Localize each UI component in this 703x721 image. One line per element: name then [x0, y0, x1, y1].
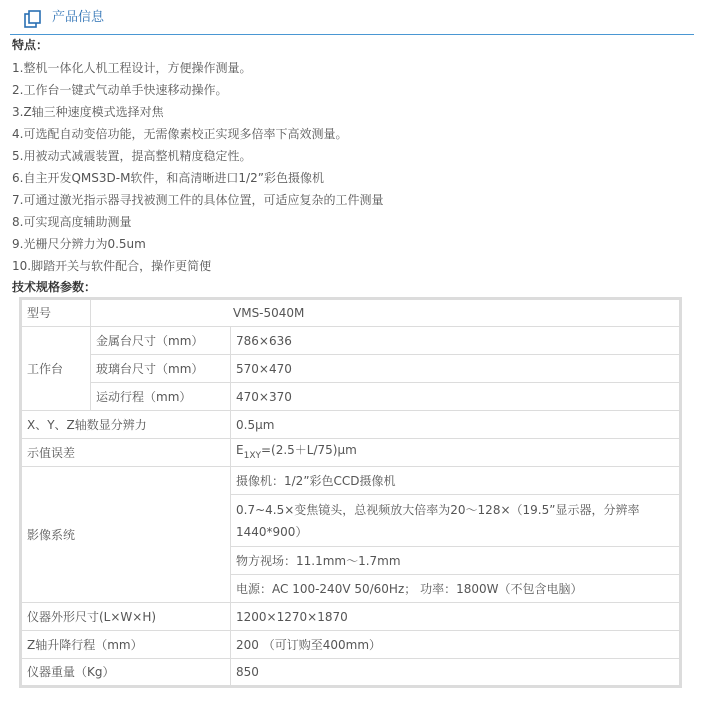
- table-row: [21, 327, 681, 355]
- spec-label: 工作台: [21, 327, 91, 411]
- feature-item: 8.可实现高度辅助测量: [12, 215, 132, 229]
- spec-value: VMS-5040M: [91, 299, 681, 327]
- section-header: [10, 4, 694, 35]
- feature-item: 4.可选配自动变倍功能，无需像素校正实现多倍率下高效测量。: [12, 127, 348, 141]
- spec-sublabel: 玻璃台尺寸（mm）: [91, 355, 231, 383]
- spec-table: [19, 297, 682, 688]
- table-row: [21, 631, 681, 659]
- feature-item: 1.整机一体化人机工程设计，方便操作测量。: [12, 61, 252, 75]
- spec-label: 影像系统: [21, 467, 231, 603]
- table-row: [21, 299, 681, 327]
- specs-label: 技术规格参数：: [12, 280, 97, 294]
- feature-item: 3.Z轴三种速度模式选择对焦: [12, 105, 164, 119]
- spec-value: 570×470: [231, 355, 681, 383]
- spec-value: 850: [231, 659, 681, 687]
- table-row: [21, 383, 681, 411]
- feature-item: 10.脚踏开关与软件配合，操作更简便: [12, 259, 212, 273]
- spec-label: 仪器重量（Kg）: [21, 659, 231, 687]
- spec-value: 786×636: [231, 327, 681, 355]
- table-row: [21, 603, 681, 631]
- feature-item: 9.光栅尺分辨力为0.5um: [12, 237, 146, 251]
- spec-label: Z轴升降行程（mm）: [21, 631, 231, 659]
- features-list: [12, 57, 383, 277]
- features-label: 特点：: [12, 38, 49, 52]
- error-formula: =(2.5＋L/75)μm: [260, 442, 357, 457]
- error-subscript: 1XY: [243, 450, 261, 461]
- product-info-icon: [24, 10, 42, 28]
- error-symbol: E: [236, 442, 244, 457]
- table-row: [21, 439, 681, 467]
- table-row: [21, 411, 681, 439]
- spec-value: 1200×1270×1870: [231, 603, 681, 631]
- spec-value: 物方视场：11.1mm～1.7mm: [231, 547, 681, 575]
- spec-label: X、Y、Z轴数显分辨力: [21, 411, 231, 439]
- spec-label: 仪器外形尺寸(L×W×H): [21, 603, 231, 631]
- feature-item: 6.自主开发QMS3D-M软件，和高清晰进口1/2”彩色摄像机: [12, 171, 324, 185]
- feature-item: 2.工作台一键式气动单手快速移动操作。: [12, 83, 228, 97]
- section-title: 产品信息: [52, 10, 105, 25]
- spec-sublabel: 金属台尺寸（mm）: [91, 327, 231, 355]
- spec-label: 型号: [21, 299, 91, 327]
- table-row: [21, 355, 681, 383]
- feature-item: 7.可通过激光指示器寻找被测工件的具体位置，可适应复杂的工件测量: [12, 193, 384, 207]
- spec-label: 示值误差: [21, 439, 231, 467]
- spec-sublabel: 运动行程（mm）: [91, 383, 231, 411]
- table-row: [21, 467, 681, 495]
- spec-value: 电源：AC 100-240V 50/60Hz； 功率：1800W（不包含电脑）: [231, 575, 681, 603]
- spec-value: 摄像机：1/2”彩色CCD摄像机: [231, 467, 681, 495]
- spec-value: 470×370: [231, 383, 681, 411]
- spec-value: 200 （可订购至400mm）: [231, 631, 681, 659]
- spec-value: 0.7~4.5×变焦镜头，总视频放大倍率为20～128×（19.5”显示器，分辨率1440*900）: [231, 495, 681, 547]
- spec-value: [231, 439, 681, 467]
- spec-value: 0.5μm: [231, 411, 681, 439]
- feature-item: 5.用被动式减震装置，提高整机精度稳定性。: [12, 149, 252, 163]
- table-row: [21, 659, 681, 687]
